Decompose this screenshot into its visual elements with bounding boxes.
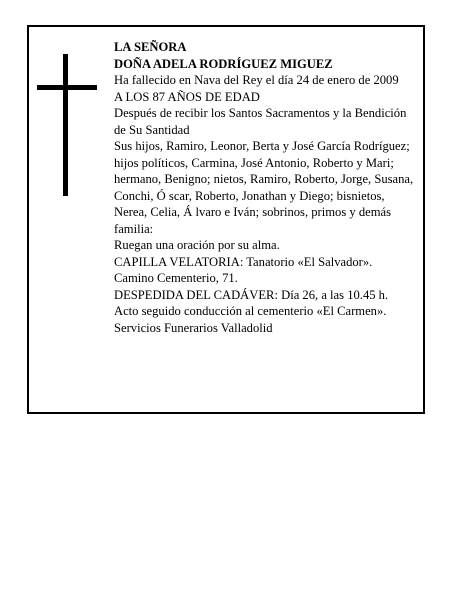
notice-title: LA SEÑORA [114, 40, 187, 54]
farewell-line: DESPEDIDA DEL CADÁVER: Día 26, a las 10.45 h. Acto seguido conducción al cementerio «El Carmen». [114, 287, 389, 318]
cross-icon [37, 54, 97, 196]
age-line: A LOS 87 AÑOS DE EDAD [114, 89, 260, 104]
deceased-name: DOÑA ADELA RODRÍGUEZ MIGUEZ [114, 56, 333, 71]
cross-vertical-bar [63, 54, 68, 196]
cross-horizontal-bar [37, 85, 97, 90]
prayer-line: Ruegan una oración por su alma. [114, 238, 280, 252]
family-line: Sus hijos, Ramiro, Leonor, Berta y José García Rodríguez; hijos políticos, Carmina, José Antonio, Roberto y Mari; hermano, Benigno; nietos, Ramiro, Roberto, Jorge, Susana, Conchi, Ó scar, Roberto, Jonathan y Diego; bisnietos, Nerea, Celia, Á lvaro e Iván; sobrinos, primos y demás familia: [114, 139, 414, 236]
death-announcement: Ha fallecido en Nava del Rey el día 24 de enero de 2009 [114, 73, 399, 87]
chapel-line: CAPILLA VELATORIA: Tanatorio «El Salvador». Camino Cementerio, 71. [114, 254, 373, 285]
sacraments-line: Después de recibir los Santos Sacramentos y la Bendición de Su Santidad [114, 106, 407, 137]
obituary-text [114, 39, 414, 336]
funeral-home: Servicios Funerarios Valladolid [114, 320, 273, 335]
